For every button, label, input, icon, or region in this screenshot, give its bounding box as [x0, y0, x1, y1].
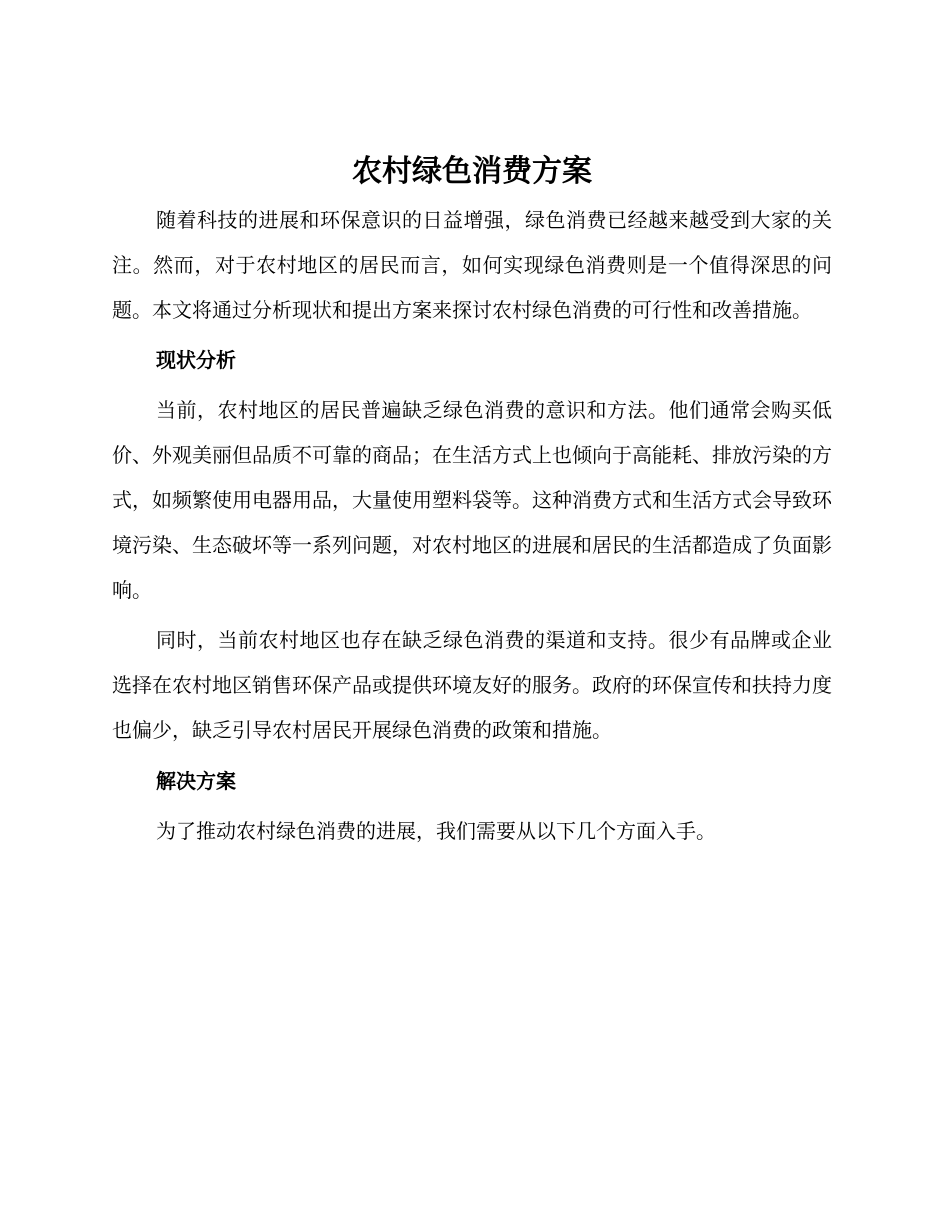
document-title: 农村绿色消费方案: [352, 154, 592, 189]
section-heading-status: 现状分析: [156, 348, 236, 373]
status-paragraph-2: 同时，当前农村地区也存在缺乏绿色消费的渠道和支持。很少有品牌或企业选择在农村地区销售环保产品或提供环境友好的服务。政府的环保宣传和扶持力度也偏少，缺乏引导农村居民开展绿色消费的政策和措施。: [112, 628, 832, 742]
intro-paragraph: 随着科技的进展和环保意识的日益增强，绿色消费已经越来越受到大家的关注。然而，对于农村地区的居民而言，如何实现绿色消费则是一个值得深思的问题。本文将通过分析现状和提出方案来探讨农村绿色消费的可行性和改善措施。: [112, 208, 832, 322]
status-paragraph-1: 当前，农村地区的居民普遍缺乏绿色消费的意识和方法。他们通常会购买低价、外观美丽但品质不可靠的商品；在生活方式上也倾向于高能耗、排放污染的方式，如频繁使用电器用品，大量使用塑料袋等。这种消费方式和生活方式会导致环境污染、生态破坏等一系列问题，对农村地区的进展和居民的生活都造成了负面影响。: [112, 398, 832, 602]
solution-paragraph-1: 为了推动农村绿色消费的进展，我们需要从以下几个方面入手。: [156, 818, 716, 843]
document-page: [112, 150, 832, 860]
section-heading-solution: 解决方案: [156, 768, 236, 793]
